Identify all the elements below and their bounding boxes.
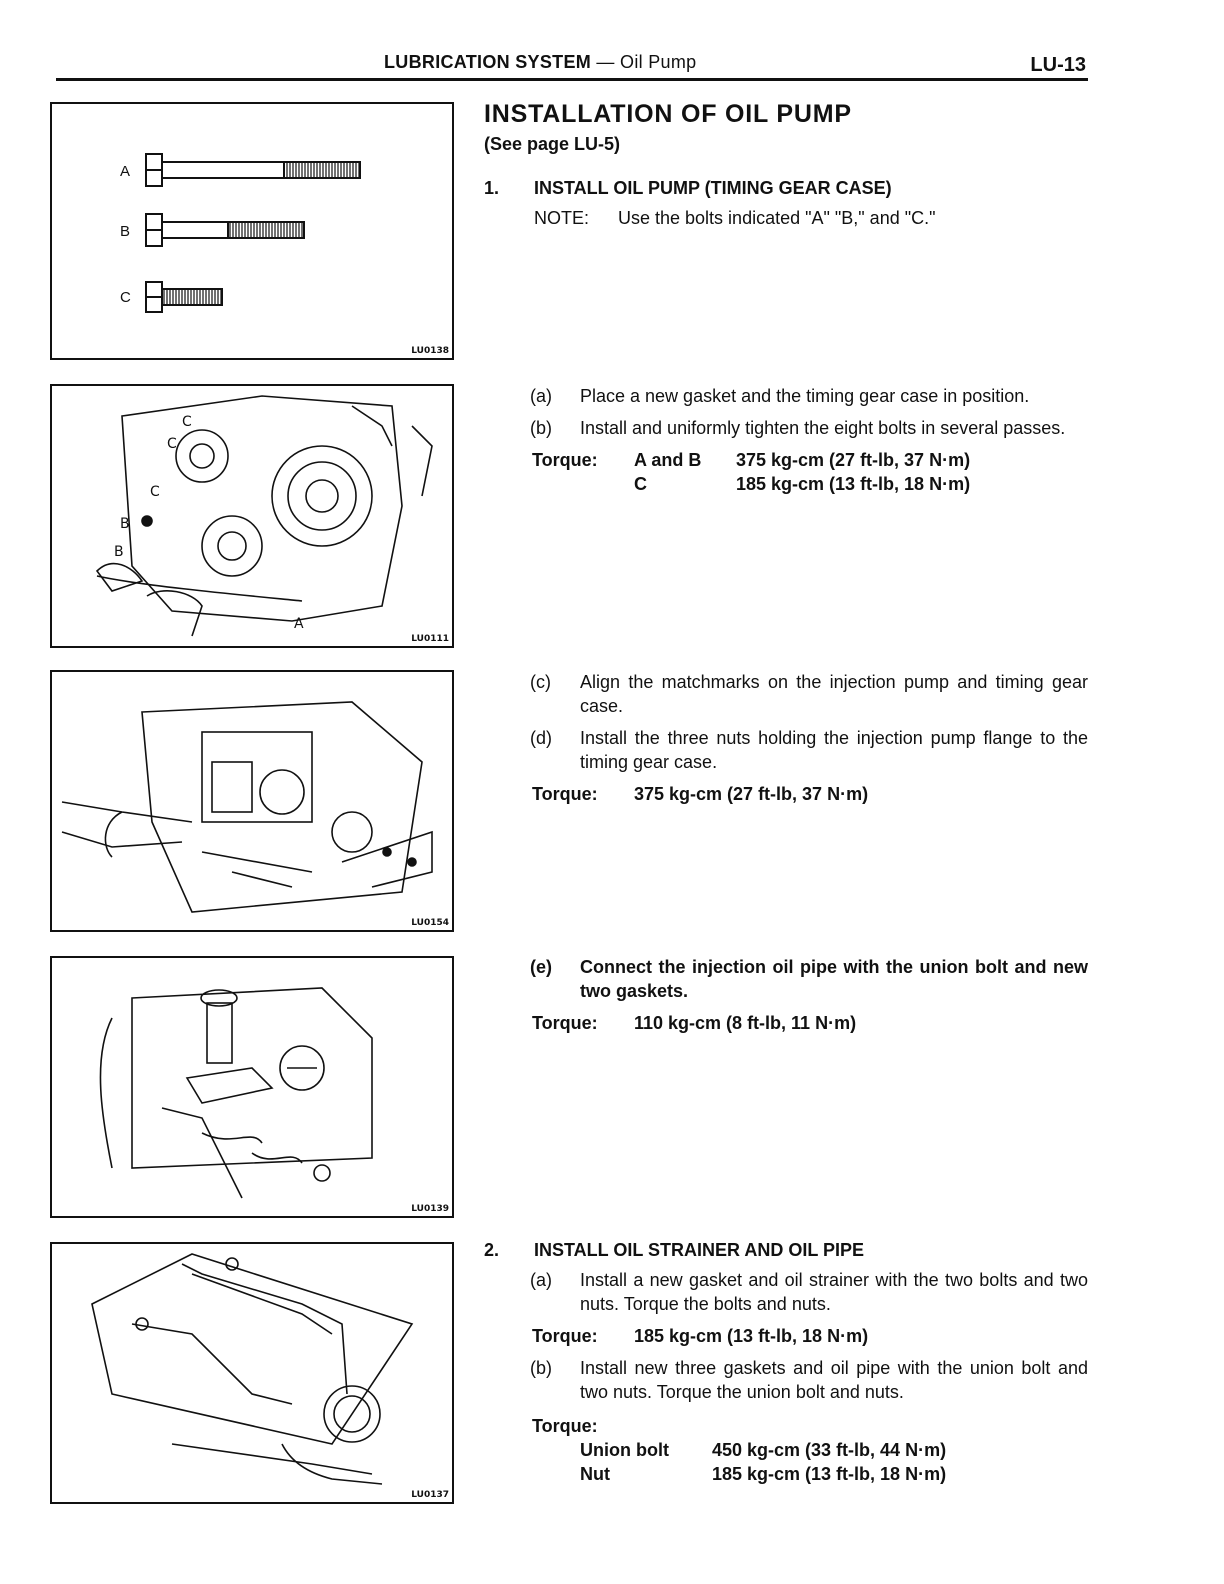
figure-code: LU0137 bbox=[411, 1490, 449, 1500]
see-page-reference: (See page LU-5) bbox=[484, 134, 621, 154]
timing-label-b2: B bbox=[114, 544, 124, 560]
torque-spec: Torque: A and B 375 kg-cm (27 ft-lb, 37 N·m) bbox=[532, 450, 971, 470]
step-title: INSTALL OIL PUMP (TIMING GEAR CASE) bbox=[534, 178, 892, 198]
bolt-label-b: B bbox=[120, 223, 131, 240]
timing-label-c2: C bbox=[167, 436, 177, 452]
bolts-illustration bbox=[52, 104, 452, 358]
torque-label: Torque: bbox=[532, 1416, 598, 1436]
bolt-label-a: A bbox=[120, 163, 131, 180]
note-text: Use the bolts indicated "A" "B," and "C." bbox=[618, 208, 936, 228]
timing-label-a: A bbox=[294, 616, 304, 632]
step-title: INSTALL OIL STRAINER AND OIL PIPE bbox=[534, 1240, 865, 1260]
step-1 bbox=[484, 176, 1088, 230]
list-item: (a) Install a new gasket and oil strainer with the two bolts and two nuts. Torque the bolts and nuts. bbox=[530, 1270, 1088, 1314]
step-1-ab bbox=[484, 384, 1088, 496]
step-number: 1. bbox=[484, 178, 500, 198]
timing-gear-case-illustration bbox=[52, 386, 452, 646]
step-1-e bbox=[484, 955, 1088, 1035]
figure-bolts bbox=[50, 102, 454, 360]
figure-injection-pump bbox=[50, 670, 454, 932]
figure-code: LU0138 bbox=[411, 346, 449, 356]
page-number: LU-13 bbox=[1030, 54, 1086, 76]
list-item: (b) Install new three gaskets and oil pipe with the union bolt and two nuts. Torque the union bolt and nuts. bbox=[530, 1358, 1088, 1402]
torque-spec: Torque: 185 kg-cm (13 ft-lb, 18 N·m) bbox=[532, 1326, 869, 1346]
note bbox=[534, 206, 1088, 230]
note-label: NOTE: bbox=[534, 208, 590, 228]
timing-label-b1: B bbox=[120, 516, 130, 532]
figure-oil-strainer bbox=[50, 1242, 454, 1504]
step-1-cd bbox=[484, 670, 1088, 806]
timing-label-c3: C bbox=[150, 484, 160, 500]
injection-pump-illustration bbox=[52, 672, 452, 930]
section-title: LUBRICATION SYSTEM — Oil Pump bbox=[384, 52, 697, 72]
header-rule bbox=[56, 78, 1088, 81]
section-heading bbox=[484, 102, 1088, 156]
step-2 bbox=[484, 1238, 1088, 1486]
torque-spec: C 185 kg-cm (13 ft-lb, 18 N·m) bbox=[634, 474, 971, 494]
page-title: INSTALLATION OF OIL PUMP bbox=[484, 100, 852, 128]
list-item: (b) Install and uniformly tighten the eight bolts in several passes. bbox=[530, 418, 1066, 438]
torque-spec: Nut 185 kg-cm (13 ft-lb, 18 N·m) bbox=[580, 1464, 947, 1484]
figure-timing-gear-case bbox=[50, 384, 454, 648]
figure-oil-pipe bbox=[50, 956, 454, 1218]
figure-code: LU0154 bbox=[411, 918, 449, 928]
oil-pipe-illustration bbox=[52, 958, 452, 1216]
torque-spec: Torque: 375 kg-cm (27 ft-lb, 37 N·m) bbox=[532, 784, 869, 804]
step-number: 2. bbox=[484, 1240, 500, 1260]
figure-code: LU0139 bbox=[411, 1204, 449, 1214]
bolt-label-c: C bbox=[120, 289, 131, 306]
torque-spec: Union bolt 450 kg-cm (33 ft-lb, 44 N·m) bbox=[580, 1440, 947, 1460]
figure-code: LU0111 bbox=[411, 634, 449, 644]
list-item: (e) Connect the injection oil pipe with the union bolt and new two gaskets. bbox=[530, 957, 1088, 1001]
list-item: (d) Install the three nuts holding the injection pump flange to the timing gear case. bbox=[530, 728, 1088, 772]
oil-strainer-illustration bbox=[52, 1244, 452, 1502]
list-item: (a) Place a new gasket and the timing gear case in position. bbox=[530, 386, 1030, 406]
torque-spec: Torque: 110 kg-cm (8 ft-lb, 11 N·m) bbox=[532, 1013, 857, 1033]
timing-label-c1: C bbox=[182, 414, 192, 430]
list-item: (c) Align the matchmarks on the injection pump and timing gear case. bbox=[530, 672, 1088, 716]
